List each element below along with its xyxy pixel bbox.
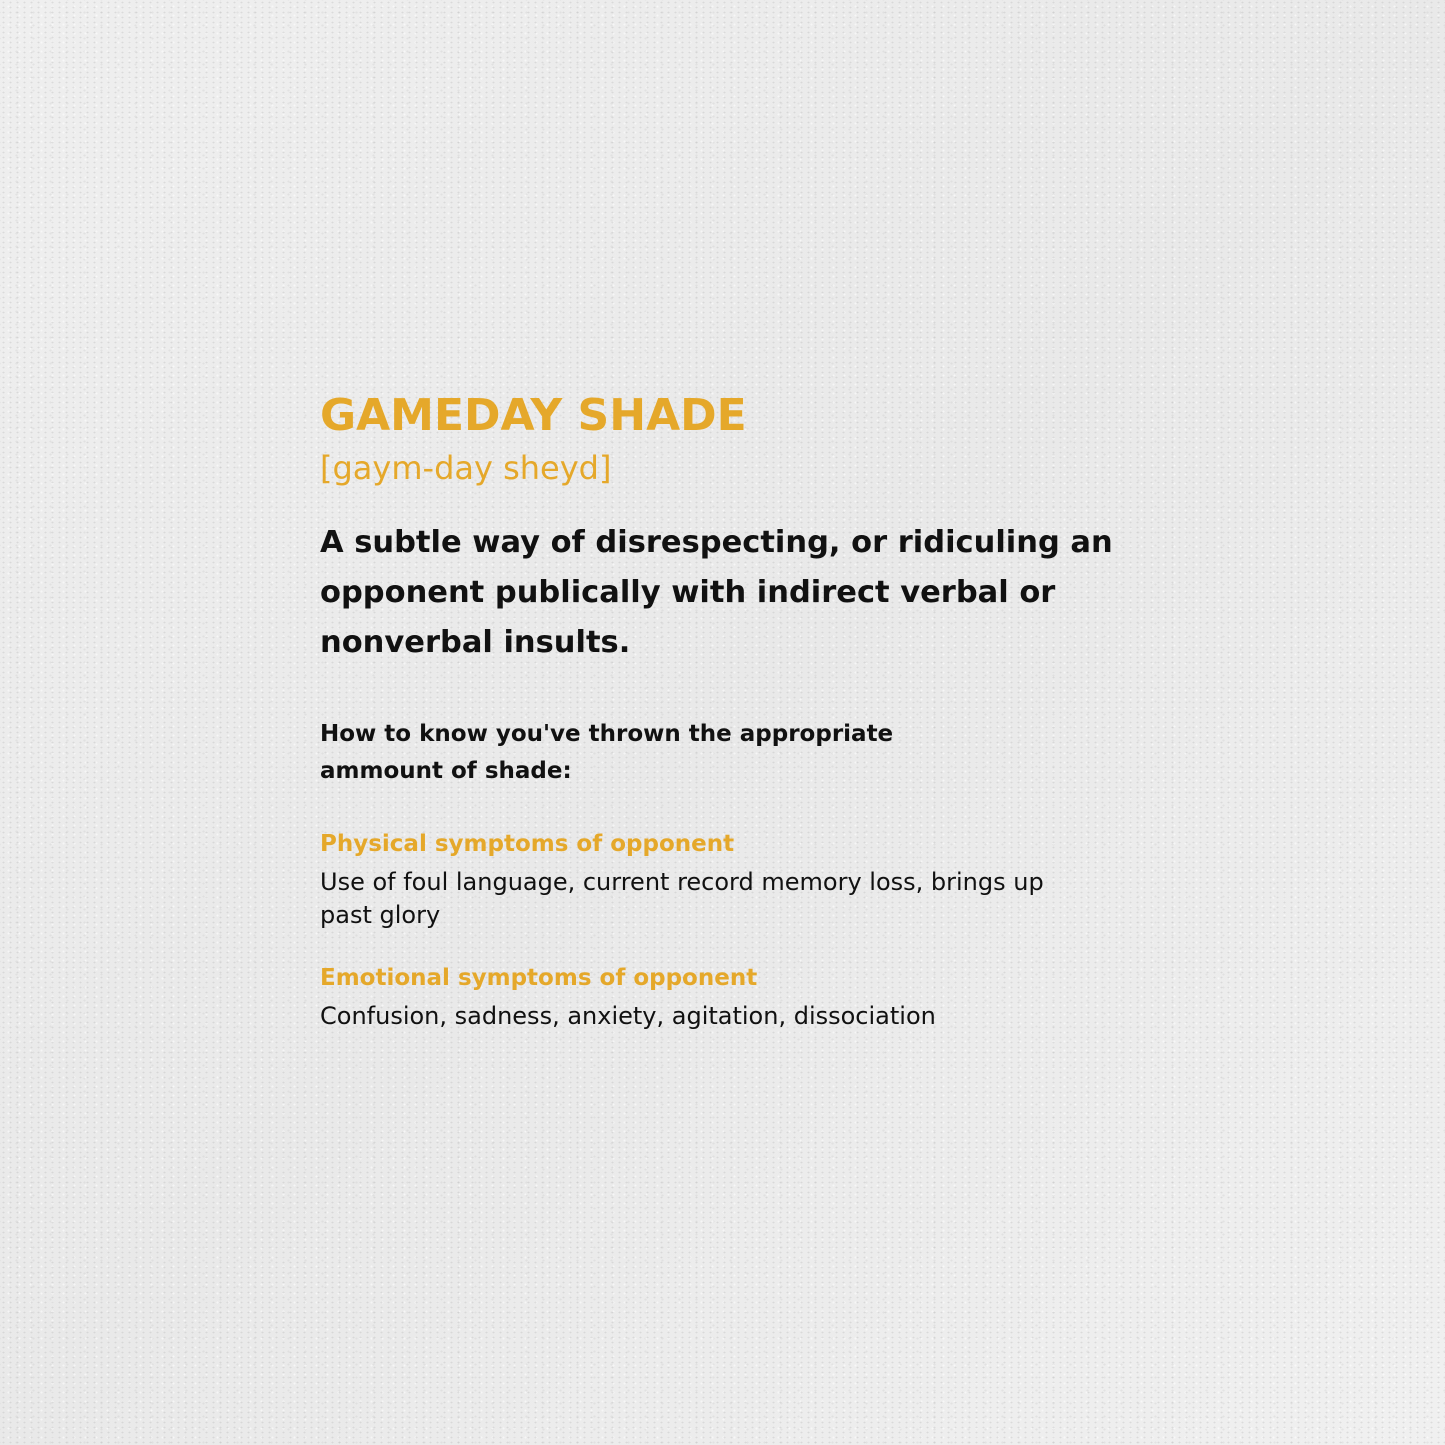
emotional-symptoms-heading: Emotional symptoms of opponent xyxy=(320,965,758,991)
term-definition: A subtle way of disrespecting, or ridiculing an opponent publically with indirect verbal or nonverbal insults. xyxy=(320,525,1113,660)
physical-symptoms-text: Use of foul language, current record memory loss, brings up past glory xyxy=(320,868,1044,929)
term-pronunciation: [gaym-day sheyd] xyxy=(320,449,612,487)
physical-symptoms-heading: Physical symptoms of opponent xyxy=(320,831,735,857)
term-title: GAMEDAY SHADE xyxy=(320,390,747,441)
definition-card xyxy=(320,388,1180,1033)
emotional-symptoms-text: Confusion, sadness, anxiety, agitation, dissociation xyxy=(320,1002,936,1030)
guide-heading: How to know you've thrown the appropriate ammount of shade: xyxy=(320,721,894,784)
